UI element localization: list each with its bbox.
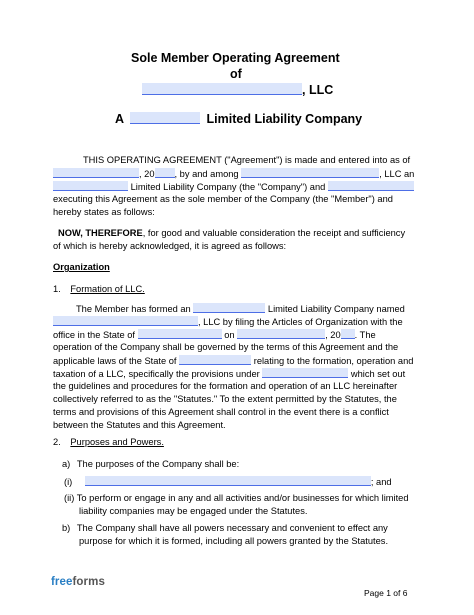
intro-line-3: [53, 181, 414, 193]
filing-date-field[interactable]: [237, 329, 325, 339]
title-company-type: Limited Liability Company: [206, 112, 363, 126]
member-name-field[interactable]: [328, 181, 414, 191]
item-2b-label: b): [62, 523, 71, 533]
section-heading-organization: Organization: [53, 262, 110, 272]
item-2a-label: a): [62, 459, 71, 469]
item-1-text: , LLC by filing the Articles of Organization with the: [198, 317, 403, 327]
intro-line-5: hereby states as follows:: [53, 207, 155, 217]
item-1-line-4: operation of the Company shall be governed by the terms of this Agreement and the: [53, 342, 399, 352]
item-1-text: taxation of a LLC, specifically the provisions under: [53, 369, 260, 379]
intro-line-2: [53, 168, 414, 180]
item-1-text: on: [224, 330, 235, 340]
item-1-line-5: [53, 355, 413, 367]
intro-line-1: THIS OPERATING AGREEMENT ("Agreement") is made and entered into as of: [83, 155, 411, 165]
item-1-title: Formation of LLC.: [70, 284, 145, 294]
llc-name-field-formation[interactable]: [53, 316, 198, 326]
item-2a-ii-text: To perform or engage in any and all activities and/or businesses for which limited: [76, 493, 409, 503]
item-2a-ii-label: (ii): [64, 493, 75, 503]
governing-state-field[interactable]: [179, 355, 251, 365]
logo-forms: forms: [72, 576, 105, 588]
item-2b-text: The Company shall have all powers necessary and convenient to effect any: [76, 523, 388, 533]
statute-field[interactable]: [262, 368, 348, 378]
intro-line-4: executing this Agreement as the sole member of the Company (the "Member") and: [53, 194, 393, 204]
llc-name-field[interactable]: [142, 83, 302, 95]
year-field[interactable]: [155, 168, 175, 178]
item-2a-ii-line-1: [64, 493, 409, 504]
item-2a-i-label: (i): [64, 477, 73, 487]
item-2-title: Purposes and Powers.: [70, 437, 164, 447]
item-1-line-7: the guidelines and procedures for the formation and operation of an LLC hereinafter: [53, 381, 398, 391]
item-2a-text: The purposes of the Company shall be:: [76, 459, 240, 469]
item-1-line-3: [53, 329, 376, 341]
item-1-text: , 20: [325, 330, 341, 340]
item-1-number: 1.: [53, 284, 61, 294]
intro-text: , by and among: [174, 169, 239, 179]
item-1-line-1: [76, 303, 405, 315]
now-therefore-text: , for good and valuable consideration the receipt and sufficiency: [142, 228, 406, 238]
item-2-heading: [53, 437, 164, 448]
item-2a-ii-line-2: liability companies may be engaged under the Statutes.: [79, 506, 308, 516]
logo-free: free: [51, 576, 73, 588]
item-1-text: office in the State of: [53, 330, 136, 340]
state-field-formation[interactable]: [193, 303, 265, 313]
purpose-field[interactable]: [85, 476, 371, 486]
item-2b-line-1: [62, 523, 388, 534]
item-1-text: The Member has formed an: [76, 304, 191, 314]
title-line-3: [142, 83, 333, 97]
now-therefore-line-2: of which is hereby acknowledged, it is agreed as follows:: [53, 241, 287, 251]
item-2b-line-2: purpose for which it is formed, including all powers granted by the Statutes.: [79, 536, 389, 546]
intro-text: , LLC an: [379, 169, 415, 179]
item-1-line-6: [53, 368, 405, 380]
item-2a-i-line: [64, 476, 392, 488]
intro-text: , 20: [139, 169, 155, 179]
date-month-field[interactable]: [53, 168, 139, 178]
item-1-text: which set out: [350, 369, 406, 379]
item-1-line-10: between the Statutes and this Agreement.: [53, 420, 226, 430]
title-llc-suffix: , LLC: [302, 83, 334, 97]
page-number: Page 1 of 6: [364, 588, 408, 598]
filing-state-field[interactable]: [138, 329, 222, 339]
state-field-intro[interactable]: [53, 181, 128, 191]
company-name-field[interactable]: [241, 168, 379, 178]
item-1-line-9: terms and provisions of this Agreement shall control in the event there is a conflict: [53, 407, 389, 417]
title-line-1: Sole Member Operating Agreement: [131, 51, 340, 65]
now-therefore-line-1: [58, 228, 405, 239]
item-1-text: applicable laws of the State of: [53, 356, 177, 366]
item-2-number: 2.: [53, 437, 61, 447]
intro-text: Limited Liability Company (the "Company") and: [130, 182, 326, 192]
state-field-title[interactable]: [130, 112, 200, 124]
item-2a-i-suffix: ; and: [370, 477, 392, 487]
title-prefix-a: A: [115, 112, 124, 126]
item-1-text: relating to the formation, operation and: [253, 356, 414, 366]
item-1-text: . The: [354, 330, 376, 340]
title-line-2: of: [230, 67, 242, 81]
now-therefore-bold: NOW, THEREFORE: [58, 228, 143, 238]
item-1-line-8: collectively referred to as the "Statutes." To the extent permitted by the Statutes, the: [53, 394, 397, 404]
item-1-text: Limited Liability Company named: [267, 304, 405, 314]
item-2a-line: [62, 459, 239, 470]
freeforms-logo: [51, 576, 105, 588]
title-line-4: [115, 112, 362, 126]
item-1-heading: [53, 284, 145, 295]
item-1-line-2: [53, 316, 403, 328]
filing-year-field[interactable]: [341, 329, 355, 339]
